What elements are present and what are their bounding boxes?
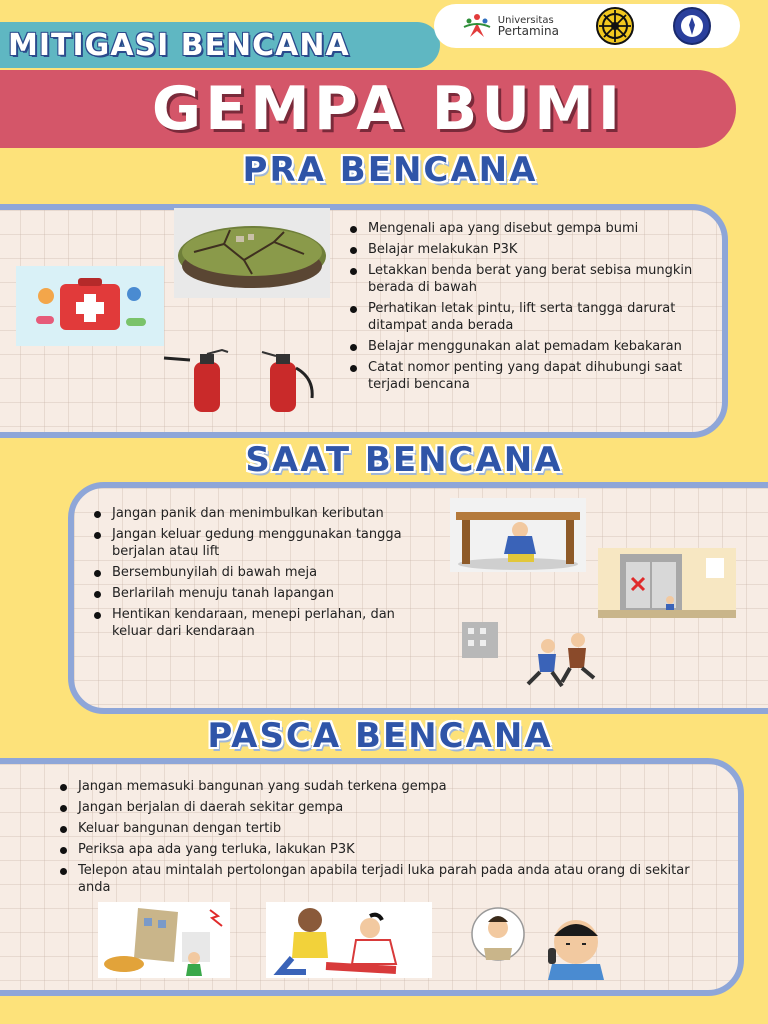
list-item: Berlarilah menuju tanah lapangan bbox=[90, 585, 430, 602]
list-item: Perhatikan letak pintu, lift serta tangga darurat ditampat anda berada bbox=[346, 300, 706, 334]
list-item: Jangan memasuki bangunan yang sudah terkena gempa bbox=[56, 778, 696, 795]
list-item: Jangan keluar gedung menggunakan tangga berjalan atau lift bbox=[90, 526, 430, 560]
fire-extinguisher-illustration bbox=[162, 348, 322, 414]
helping-injured-illustration bbox=[266, 902, 432, 978]
collapsed-building-illustration bbox=[98, 902, 230, 978]
list-item: Telepon atau mintalah pertolongan apabila terjadi luka parah pada anda atau orang di sekitar anda bbox=[56, 862, 696, 896]
list-item: Hentikan kendaraan, menepi perlahan, dan keluar dari kendaraan bbox=[90, 606, 430, 640]
list-item: Belajar menggunakan alat pemadam kebakaran bbox=[346, 338, 706, 355]
list-item: Jangan panik dan menimbulkan keributan bbox=[90, 505, 430, 522]
emblem-icon bbox=[595, 6, 635, 46]
phone-call-illustration bbox=[468, 906, 618, 980]
running-people-illustration bbox=[458, 618, 608, 692]
top-title: MITIGASI BENCANA bbox=[8, 28, 350, 63]
logo-text-small: Universitas bbox=[497, 15, 554, 26]
section-title-pasca: PASCA BENCANA bbox=[207, 716, 553, 756]
list-item: Letakkan benda berat yang berat sebisa mungkin berada di bawah bbox=[346, 262, 706, 296]
pasca-bencana-list bbox=[56, 778, 696, 900]
university-logo bbox=[460, 11, 559, 41]
pertamina-logo-icon bbox=[460, 11, 494, 41]
list-item: Jangan berjalan di daerah sekitar gempa bbox=[56, 799, 696, 816]
logo-bar bbox=[434, 4, 740, 48]
hide-under-table-illustration bbox=[450, 498, 586, 572]
logo-text-name: Pertamina bbox=[497, 24, 559, 38]
first-aid-kit-illustration bbox=[16, 266, 164, 346]
list-item: Keluar bangunan dengan tertib bbox=[56, 820, 696, 837]
section-title-saat: SAAT BENCANA bbox=[245, 440, 563, 480]
school-seal-icon bbox=[670, 6, 714, 46]
elevator-warning-illustration bbox=[598, 548, 736, 618]
main-title: GEMPA BUMI bbox=[151, 74, 625, 144]
list-item: Periksa apa ada yang terluka, lakukan P3K bbox=[56, 841, 696, 858]
list-item: Bersembunyilah di bawah meja bbox=[90, 564, 430, 581]
list-item: Mengenali apa yang disebut gempa bumi bbox=[346, 220, 706, 237]
pra-bencana-list bbox=[346, 220, 706, 397]
section-title-pra: PRA BENCANA bbox=[242, 150, 538, 190]
cracked-earth-illustration bbox=[174, 208, 330, 298]
list-item: Belajar melakukan P3K bbox=[346, 241, 706, 258]
list-item: Catat nomor penting yang dapat dihubungi saat terjadi bencana bbox=[346, 359, 706, 393]
saat-bencana-list bbox=[90, 505, 430, 644]
